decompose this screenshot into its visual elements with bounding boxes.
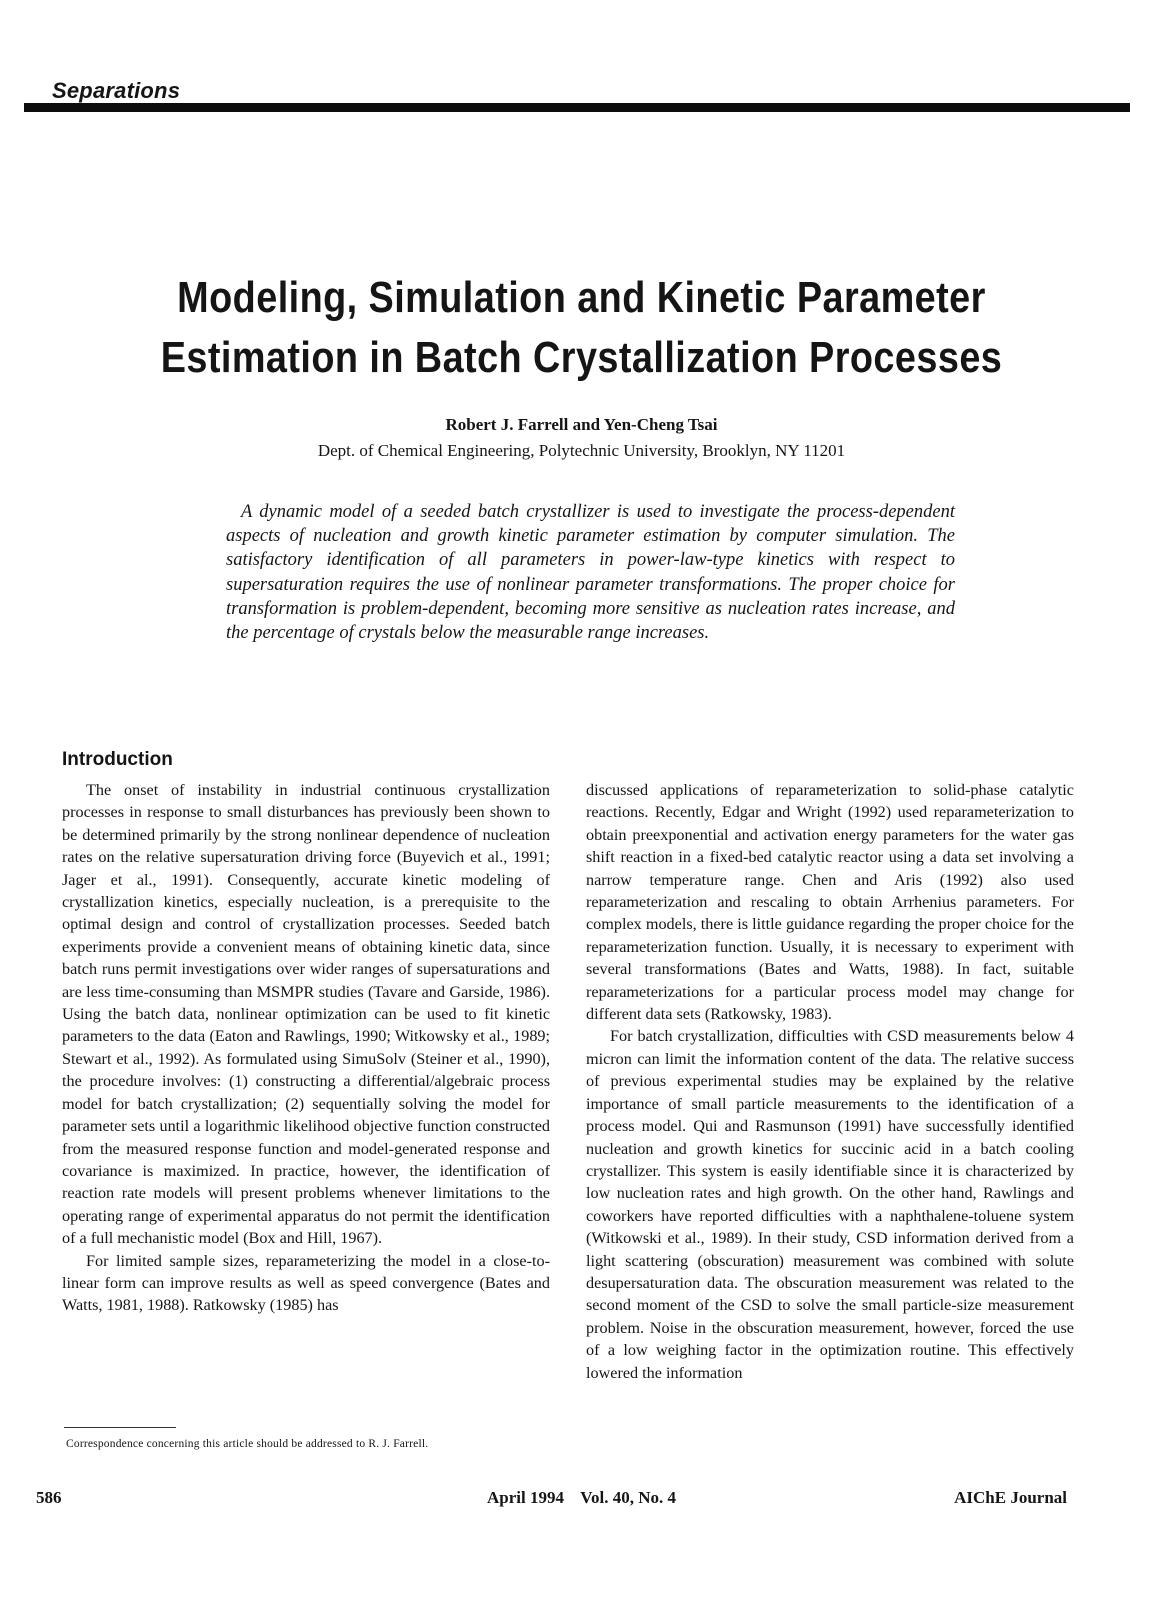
authors: Robert J. Farrell and Yen-Cheng Tsai [445,415,718,434]
section-label: Separations [52,78,181,103]
issue-date: April 1994 [487,1488,564,1507]
left-column [62,779,550,1317]
article-title [116,268,1047,388]
intro-heading: Introduction [62,749,173,770]
abstract: A dynamic model of a seeded batch crystallizer is used to investigate the process-dependent aspects of nucleation and growth kinetic parameter estimation by computer simulation. The satisfactory identification of all parameters in power-law-type kinetics with respect to supersaturation requires the use of nonlinear parameter transformations. The proper choice for transformation is problem-dependent, becoming more sensitive as nucleation rates increase, and the percentage of crystals below the measurable range increases. [226,502,955,644]
paragraph: For limited sample sizes, reparameterizing the model in a close-to-linear form can improve results as well as speed convergence (Bates and Watts, 1981, 1988). Ratkowsky (1985) has [62,1251,550,1315]
paragraph: discussed applications of reparameterization to solid-phase catalytic reactions. Recently, Edgar and Wright (1992) used reparameterization to obtain preexponential and activation energy parameters for the water gas shift reaction in a fixed-bed catalytic reactor using a data set involving a narrow temperature range. Chen and Aris (1992) also used reparameterization and rescaling to obtain Arrhenius parameters. For complex models, there is little guidance regarding the proper choice for the reparameterization function. Usually, it is necessary to experiment with several transformations (Bates and Watts, 1988). In fact, suitable reparameterizations for a particular process model may change for different data sets (Ratkowsky, 1983). [586,781,1074,1024]
footnote-rule [64,1427,176,1428]
title-line-1: Modeling, Simulation and Kinetic Parameter [177,273,986,322]
title-line-2: Estimation in Batch Crystallization Processes [160,333,1003,382]
right-column [586,779,1074,1384]
issue-volume: Vol. 40, No. 4 [580,1488,676,1507]
journal-name: AIChE Journal [954,1488,1067,1507]
footnote: Correspondence concerning this article should be addressed to R. J. Farrell. [66,1438,429,1450]
paragraph: The onset of instability in industrial continuous crystallization processes in response to small disturbances has previously been shown to be determined primarily by the strong nonlinear dependence of nucleation rates on the relative supersaturation driving force (Buyevich et al., 1991; Jager et al., 1991). Consequently, accurate kinetic modeling of crystallization kinetics, especially nucleation, is a prerequisite to the optimal design and control of crystallization processes. Seeded batch experiments provide a convenient means of obtaining kinetic data, since batch runs permit investigations over wider ranges of supersaturations and are less time-consuming than MSMPR studies (Tavare and Garside, 1986). Using the batch data, nonlinear optimization can be used to fit kinetic parameters to the data (Eaton and Rawlings, 1990; Witkowsky et al., 1989; Stewart et al., 1992). As formulated using SimuSolv (Steiner et al., 1990), the procedure involves: (1) constructing a differential/algebraic process model for batch crystallization; (2) sequentially solving the model for parameter sets until a logarithmic likelihood objective function constructed from the measured response function and model-generated response and covariance is maximized. In practice, however, the identification of reaction rate models will present problems whenever limitations to the operating range of experimental apparatus do not permit the identification of a full mechanistic model (Box and Hill, 1967). [62,781,550,1248]
paragraph: For batch crystallization, difficulties with CSD measurements below 4 micron can limit the information content of the data. The relative success of previous experimental studies may be explained by the relative importance of small particle measurements to the identification of a process model. Qui and Rasmunson (1991) have successfully identified nucleation and growth kinetics for succinic acid in a batch cooling crystallizer. This system is easily identifiable since it is characterized by low nucleation rates and high growth. On the other hand, Rawlings and coworkers have reported difficulties with a naphthalene-toluene system (Witkowski et al., 1989). In their study, CSD information derived from a light scattering (obscuration) measurement was combined with solute desupersaturation data. The obscuration measurement was related to the second moment of the CSD to solve the small particle-size measurement problem. Noise in the obscuration measurement, however, forced the use of a low weighing factor in the optimization routine. This effectively lowered the information [586,1027,1074,1382]
page-number: 586 [36,1488,62,1507]
affiliation: Dept. of Chemical Engineering, Polytechnic University, Brooklyn, NY 11201 [317,441,846,460]
header-rule [24,103,1130,112]
